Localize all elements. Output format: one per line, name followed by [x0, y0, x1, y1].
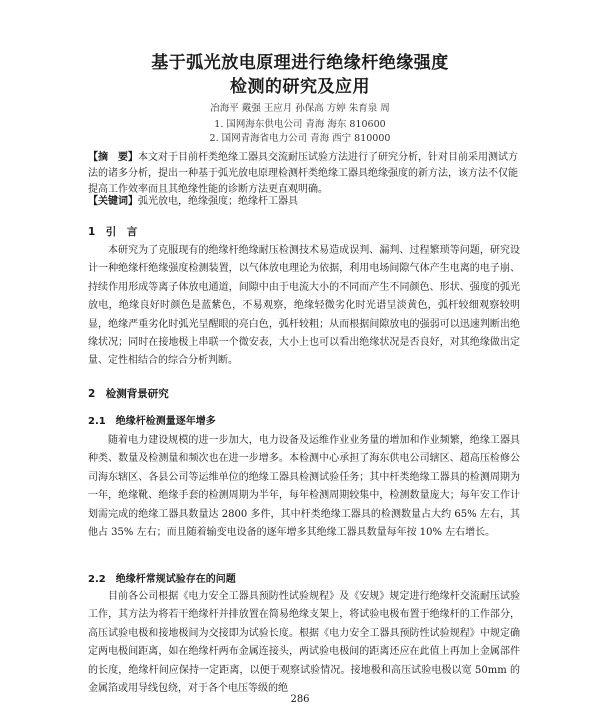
keywords-tag: 【关键词】: [88, 196, 138, 207]
abstract-tag: 【摘 要】: [88, 152, 138, 163]
page-number: 286: [290, 694, 310, 705]
section-1-paragraph: 本研究为了克服现有的绝缘杆绝缘耐压检测技术易造成误判、漏判、过程繁琐等问题，研究设计一种绝缘杆绝缘强度检测装置，以气体放电理论为依据，利用电场间隙气体产生电离的电子崩、持续作用形成等离子体放电通道，间隙中由于电流大小的不同而产生不同颜色、形状、强度的弧光放电，绝缘良好时颜色是蓝紫色，不易观察，绝缘轻微劣化时光谱呈淡黄色，弧杆较细观察较明显，绝缘严重劣化时弧光呈醒眼的亮白色，弧杆较粗；从而根据间隙放电的强弱可以迅速判断出绝缘状况；同时在接地极上串联一个微安表，大小上也可以看出绝缘状况是否良好，对其绝缘做出定量、定性相结合的综合分析判断。: [88, 245, 520, 367]
abstract: [88, 150, 520, 198]
keywords: [88, 194, 520, 210]
section-2-2-heading: 2.2 绝缘杆常规试验存在的问题: [88, 574, 236, 585]
section-2-heading: 2 检测背景研究: [88, 388, 169, 400]
section-2-1-paragraph: 随着电力建设规模的进一步加大，电力设备及运维作业业务量的增加和作业频繁，绝缘工器具种类、数量及检测量和频次也在进一步增多。本检测中心承担了海东供电公司辖区、超高压检修公司海东辖区、各县公司等运维单位的绝缘工器具检测试验任务；其中杆类绝缘工器具的检测周期为一年，绝缘靴、绝缘手套的检测周期为半年，每年检测周期较集中，检测数量庞大；每年安工作计划需完成的绝缘工器具数量达 2800 多件，其中杆类绝缘工器具的检测数量占大约 65% 左右，其他占 35% 左右；而且随着输变电设备的逐年增多其绝缘工器具数量每年按 10% 左右增长。: [88, 435, 520, 539]
affiliation-2: 2. 国网青海省电力公司 青海 西宁 810000: [209, 133, 391, 144]
affiliation-1: 1. 国网海东供电公司 青海 海东 810600: [214, 119, 386, 130]
abstract-text: 本文对于目前杆类绝缘工器具交流耐压试验方法进行了研究分析，针对目前采用测试方法的诸多分析，提出一种基于弧光放电原理检测杆类绝缘工器具绝缘强度的新方法，该方法不仅能提高工作效率而且其绝缘性能的诊断方法更直观明确。: [88, 152, 518, 195]
paper-title-line2: 检测的研究及应用: [230, 77, 370, 97]
author-list: 冶海平 戴强 王应月 孙保高 方婷 朱育泉 周: [210, 103, 390, 114]
paper-title-line1: 基于弧光放电原理进行绝缘杆绝缘强度: [151, 53, 449, 73]
keywords-text: 弧光放电，绝缘强度；绝缘杆工器具: [138, 196, 298, 207]
section-2-2-paragraph: 目前各公司根据《电力安全工器具预防性试验规程》及《安规》规定进行绝缘杆交流耐压试验工作，其方法为将若干绝缘杆并排放置在简易绝缘支架上，将试验电极布置于绝缘杆的工作部分，高压试验电极和接地极间为交接即为试验长度。根据《电力安全工器具预防性试验规程》中规定确定两电极间距离，如在绝缘杆两布金属连接头，两试验电极间的距离还应在此值上再加上金属部件的长度，绝缘杆间应保持一定距离，以便于观察试验情况。接地极和高压试验电极以宽 50mm 的金属箔或用导线包绕，对于各个电压等级的绝: [88, 591, 520, 695]
section-1-heading: 1 引 言: [88, 226, 138, 238]
section-2-1-heading: 2.1 绝缘杆检测量逐年增多: [88, 416, 216, 427]
